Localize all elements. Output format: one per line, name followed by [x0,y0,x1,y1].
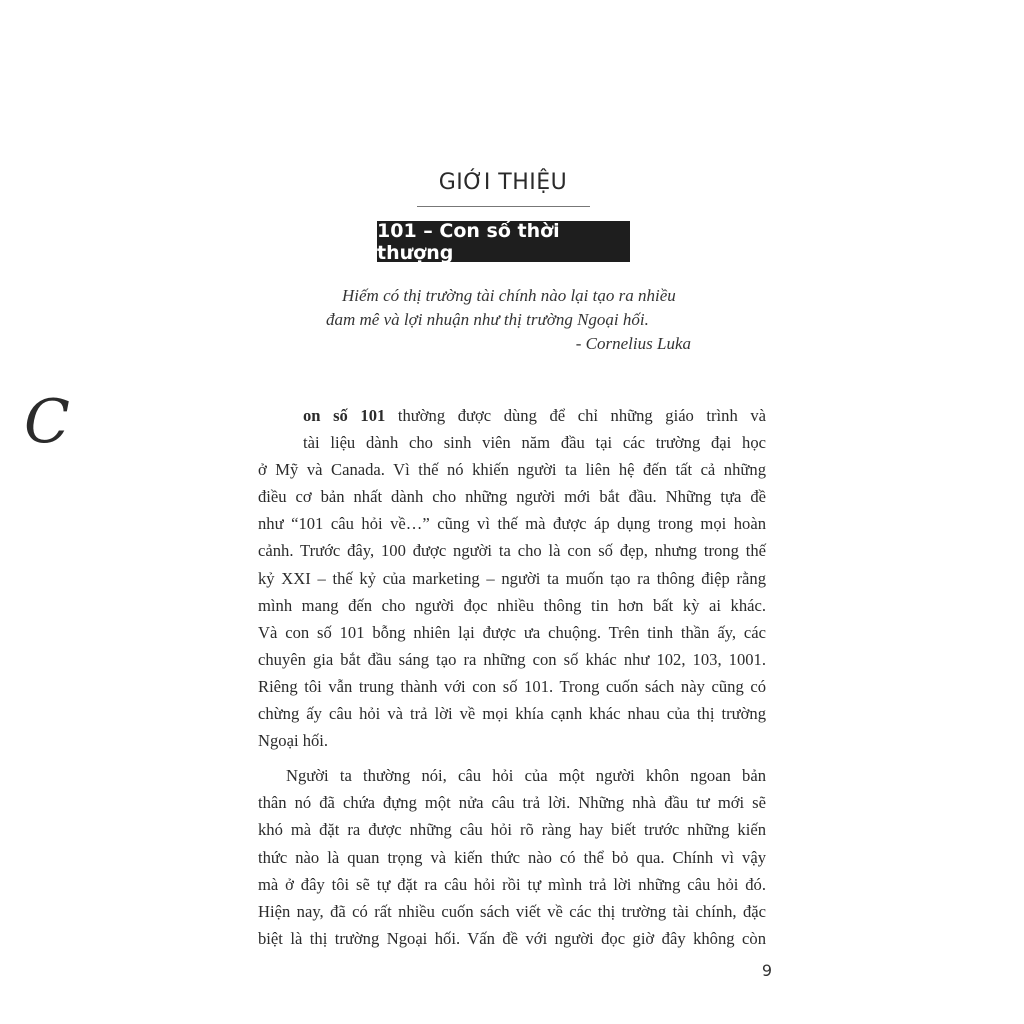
paragraph-line: như “101 câu hỏi về…” cũng vì thế mà được áp dụng trong mọi hoàn [258,514,766,534]
body-text [258,402,766,952]
paragraph-2 [258,762,766,952]
drop-cap: C [24,387,70,457]
paragraph-line: cảnh. Trước đây, 100 được người ta cho là con số đẹp, nhưng trong thế [258,541,766,561]
title-divider [417,206,590,207]
paragraph-line: thân nó đã chứa đựng một nửa câu trả lời. Những nhà đầu tư mới sẽ [258,793,766,813]
paragraph-line: mình mang đến cho người đọc nhiều thông tin hơn bất kỳ ai khác. [258,595,766,615]
epigraph [318,284,698,356]
lead-bold-text: on số 101 [303,406,386,425]
paragraph-line: Và con số 101 bỗng nhiên lại được ưa chuộng. Trên tinh thần ấy, các [258,622,766,642]
paragraph-line: điều cơ bản nhất dành cho những người mới bắt đầu. Những tựa đề [258,487,766,507]
chapter-title: 101 – Con số thời thượng [377,219,560,264]
paragraph-line: Riêng tôi vẫn trung thành với con số 101. Trong cuốn sách này cũng có [258,676,766,696]
paragraph-line: Người ta thường nói, câu hỏi của một người khôn ngoan bản [286,766,766,786]
page-number: 9 [761,961,772,980]
epigraph-author: - Cornelius Luka [575,334,691,353]
paragraph-line: chừng ấy câu hỏi và trả lời về mọi khía cạnh khác nhau của thị trường [258,704,766,724]
paragraph-line: mà ở đây tôi sẽ tự đặt ra câu hỏi rồi tự mình trả lời những câu hỏi đó. [258,874,766,894]
section-title: GIỚI THIỆU [438,170,568,195]
paragraph-line: ở Mỹ và Canada. Vì thế nó khiến người ta liên hệ đến tất cả những [258,460,766,480]
paragraph-line: biệt là thị trường Ngoại hối. Vấn đề với người đọc giờ đây không còn [258,928,766,948]
paragraph-line: Hiện nay, đã có rất nhiều cuốn sách viết về các thị trường tài chính, đặc [258,901,766,921]
paragraph-line: chuyên gia bắt đầu sáng tạo ra những con số khác như 102, 103, 1001. [258,649,766,669]
line-text: thường được dùng để chỉ những giáo trình và [385,406,766,425]
paragraph-line: Ngoại hối. [258,731,329,751]
paragraph-line: tài liệu dành cho sinh viên năm đầu tại các trường đại học [303,433,766,453]
paragraph-line: khó mà đặt ra được những câu hỏi rõ ràng hay biết trước những kiến [258,820,766,840]
epigraph-line-1: Hiếm có thị trường tài chính nào lại tạo ra nhiều [342,286,676,305]
chapter-title-box [377,221,630,262]
epigraph-line-2: đam mê và lợi nhuận như thị trường Ngoại hối. [326,310,649,329]
paragraph-line [258,402,766,429]
paragraph-1 [258,402,766,754]
paragraph-line: kỷ XXI – thế kỷ của marketing – người ta muốn tạo ra thông điệp rằng [258,568,766,588]
paragraph-line: thức nào là quan trọng và kiến thức nào có thể bỏ qua. Chính vì vậy [258,847,766,867]
